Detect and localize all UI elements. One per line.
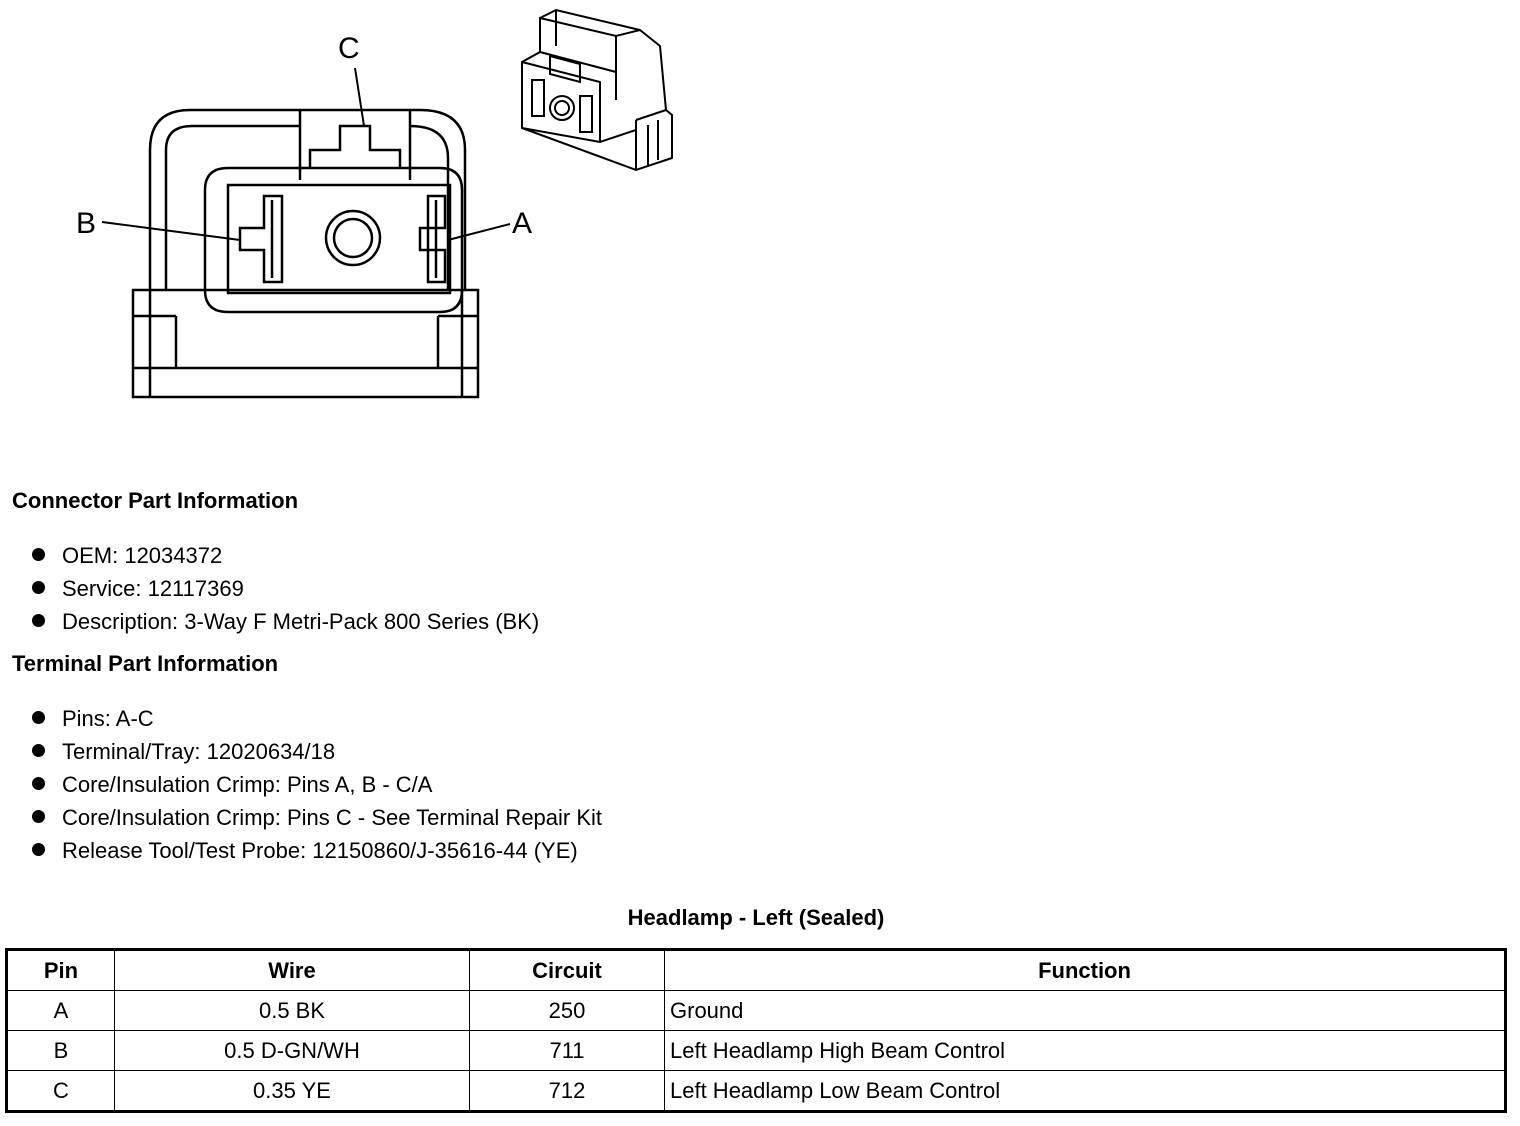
bullet-icon <box>32 777 45 790</box>
cell-function: Left Headlamp Low Beam Control <box>665 1071 1506 1112</box>
table-title: Headlamp - Left (Sealed) <box>627 905 885 930</box>
pin-c-label: C <box>338 32 360 65</box>
cell-pin: A <box>7 991 115 1031</box>
cell-circuit: 711 <box>470 1031 665 1071</box>
table-row <box>7 1031 1506 1071</box>
list-item: Core/Insulation Crimp: Pins A, B - C/A <box>30 768 602 801</box>
terminal-info-list <box>30 702 602 867</box>
list-item: Service: 12117369 <box>30 572 539 605</box>
connector-info-heading: Connector Part Information <box>12 488 299 513</box>
header-pin: Pin <box>7 950 115 991</box>
bullet-icon <box>32 614 45 627</box>
cell-wire: 0.5 BK <box>115 991 470 1031</box>
pin-b-label: B <box>76 207 97 240</box>
cell-circuit: 712 <box>470 1071 665 1112</box>
list-item: Terminal/Tray: 12020634/18 <box>30 735 602 768</box>
bullet-icon <box>32 711 45 724</box>
connector-diagram <box>0 0 700 410</box>
table-header-row <box>7 950 1506 991</box>
terminal-info-heading: Terminal Part Information <box>12 651 279 676</box>
bullet-icon <box>32 843 45 856</box>
list-item: OEM: 12034372 <box>30 539 539 572</box>
header-circuit: Circuit <box>470 950 665 991</box>
cell-circuit: 250 <box>470 991 665 1031</box>
cell-pin: B <box>7 1031 115 1071</box>
cell-wire: 0.35 YE <box>115 1071 470 1112</box>
list-item: Core/Insulation Crimp: Pins C - See Terminal Repair Kit <box>30 801 602 834</box>
cell-pin: C <box>7 1071 115 1112</box>
list-item: Pins: A-C <box>30 702 602 735</box>
connector-info-list <box>30 539 539 638</box>
bullet-icon <box>32 744 45 757</box>
connector-face-view <box>102 68 510 397</box>
table-row <box>7 991 1506 1031</box>
bullet-icon <box>32 581 45 594</box>
header-function: Function <box>665 950 1506 991</box>
pinout-table <box>5 948 1507 1113</box>
cell-function: Left Headlamp High Beam Control <box>665 1031 1506 1071</box>
table-row <box>7 1071 1506 1112</box>
list-item: Release Tool/Test Probe: 12150860/J-35616-44 (YE) <box>30 834 602 867</box>
bullet-icon <box>32 548 45 561</box>
cell-function: Ground <box>665 991 1506 1031</box>
pin-a-label: A <box>512 207 533 240</box>
connector-isometric-view <box>522 10 672 170</box>
header-wire: Wire <box>115 950 470 991</box>
cell-wire: 0.5 D-GN/WH <box>115 1031 470 1071</box>
bullet-icon <box>32 810 45 823</box>
list-item: Description: 3-Way F Metri-Pack 800 Series (BK) <box>30 605 539 638</box>
